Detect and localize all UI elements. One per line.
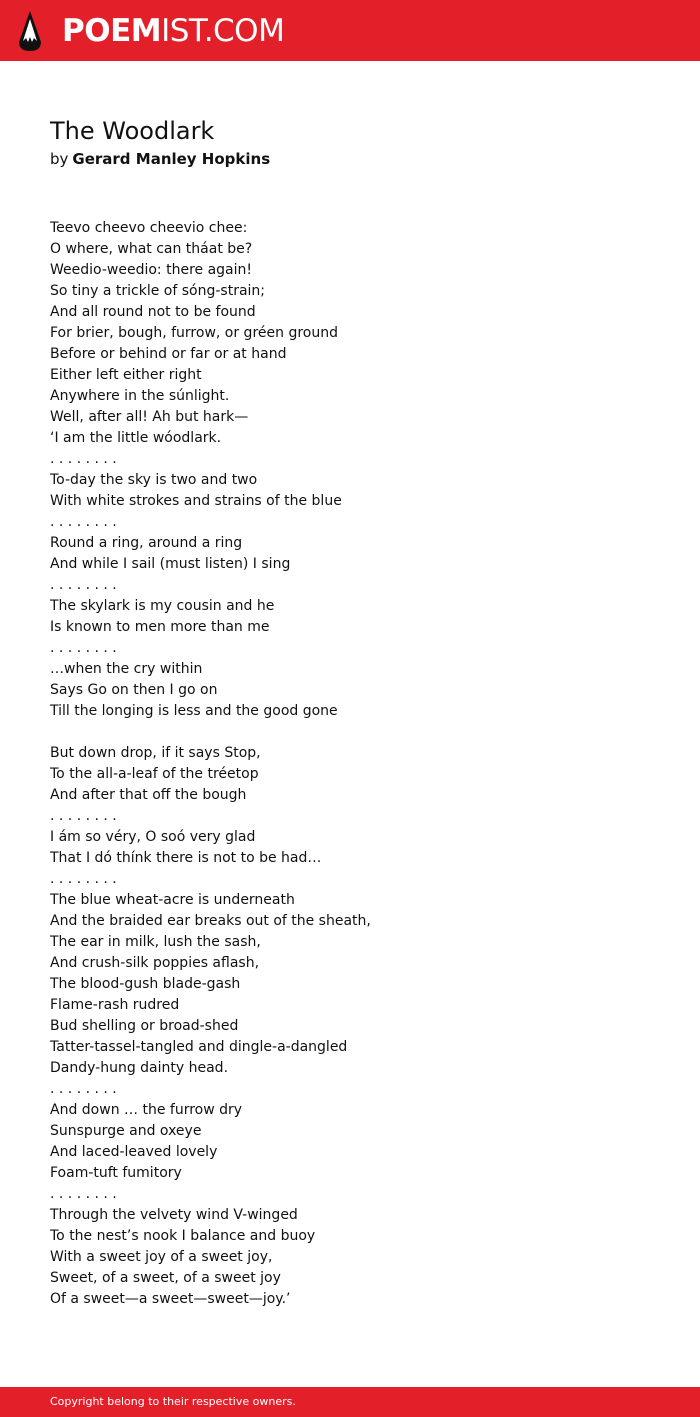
- poem-line: Either left either right: [50, 367, 202, 383]
- logo-light-text: IST.COM: [161, 13, 285, 49]
- poem-line: Foam-tuft fumitory: [50, 1165, 182, 1181]
- poem-line: The blue wheat-acre is underneath: [50, 892, 295, 908]
- poem-line: Teevo cheevo cheevio chee:: [50, 220, 248, 236]
- site-logo[interactable]: [62, 11, 284, 51]
- poem-line: . . . . . . . .: [50, 871, 117, 887]
- poem-line: . . . . . . . .: [50, 1081, 117, 1097]
- poem-line: . . . . . . . .: [50, 577, 117, 593]
- poem-line: And all round not to be found: [50, 304, 256, 320]
- poem-body: [50, 218, 650, 1310]
- poem-line: And the braided ear breaks out of the sheath,: [50, 913, 371, 929]
- poem-line: And while I sail (must listen) I sing: [50, 556, 291, 572]
- poem-line: Flame-rash rudred: [50, 997, 180, 1013]
- poem-line: And down … the furrow dry: [50, 1102, 243, 1118]
- poem-line: For brier, bough, furrow, or gréen ground: [50, 325, 338, 341]
- poem-line: . . . . . . . .: [50, 514, 117, 530]
- poem-line: The skylark is my cousin and he: [50, 598, 275, 614]
- poem-line: Bud shelling or broad-shed: [50, 1018, 239, 1034]
- poem-line: That I dó thínk there is not to be had…: [50, 850, 322, 866]
- poem-line: Before or behind or far or at hand: [50, 346, 287, 362]
- poem-line: Is known to men more than me: [50, 619, 270, 635]
- poem-line: Says Go on then I go on: [50, 682, 218, 698]
- poem-line: ‘I am the little wóodlark.: [50, 430, 222, 446]
- site-footer: [0, 1387, 700, 1417]
- poem-line: And crush-silk poppies aflash,: [50, 955, 260, 971]
- poem-line: …when the cry within: [50, 661, 203, 677]
- poem-line: Round a ring, around a ring: [50, 535, 243, 551]
- poem-line: The ear in milk, lush the sash,: [50, 934, 261, 950]
- poem-line: With white strokes and strains of the blue: [50, 493, 342, 509]
- by-label: by: [50, 150, 69, 168]
- poem-line: Well, after all! Ah but hark—: [50, 409, 249, 425]
- poem-line: Dandy-hung dainty head.: [50, 1060, 229, 1076]
- poem-line: . . . . . . . .: [50, 808, 117, 824]
- poem-title: The Woodlark: [50, 117, 215, 145]
- poem-line: To the nest’s nook I balance and buoy: [50, 1228, 316, 1244]
- poem-line: To the all-a-leaf of the tréetop: [50, 766, 259, 782]
- poem-line: And after that off the bough: [50, 787, 247, 803]
- poem-line: Sunspurge and oxeye: [50, 1123, 202, 1139]
- logo-bold-text: POEM: [62, 13, 162, 49]
- poem-author: Gerard Manley Hopkins: [72, 150, 271, 168]
- site-header: [0, 0, 700, 61]
- poem-line: O where, what can tháat be?: [50, 241, 253, 257]
- poem-line: [50, 722, 650, 743]
- poem-line: And laced-leaved lovely: [50, 1144, 218, 1160]
- poem-line: . . . . . . . .: [50, 451, 117, 467]
- poem-line: Of a sweet—a sweet—sweet—joy.’: [50, 1291, 291, 1307]
- poem-line: With a sweet joy of a sweet joy,: [50, 1249, 273, 1265]
- poem-line: I ám so véry, O soó very glad: [50, 829, 256, 845]
- poem-line: But down drop, if it says Stop,: [50, 745, 261, 761]
- poem-line: Weedio-weedio: there again!: [50, 262, 252, 278]
- poem-line: Tatter-tassel-tangled and dingle-a-dangled: [50, 1039, 348, 1055]
- poem-line: Sweet, of a sweet, of a sweet joy: [50, 1270, 281, 1286]
- poem-line: So tiny a trickle of sóng-strain;: [50, 283, 266, 299]
- poem-line: To-day the sky is two and two: [50, 472, 258, 488]
- poem-line: Till the longing is less and the good gone: [50, 703, 338, 719]
- poem-line: The blood-gush blade-gash: [50, 976, 241, 992]
- poem-line: Anywhere in the súnlight.: [50, 388, 230, 404]
- byline: [50, 149, 270, 169]
- poem-line: . . . . . . . .: [50, 640, 117, 656]
- poem-line: Through the velvety wind V-winged: [50, 1207, 298, 1223]
- poem-line: . . . . . . . .: [50, 1186, 117, 1202]
- copyright-text: Copyright belong to their respective owners.: [50, 1395, 296, 1408]
- pencil-tip-icon[interactable]: [18, 10, 42, 52]
